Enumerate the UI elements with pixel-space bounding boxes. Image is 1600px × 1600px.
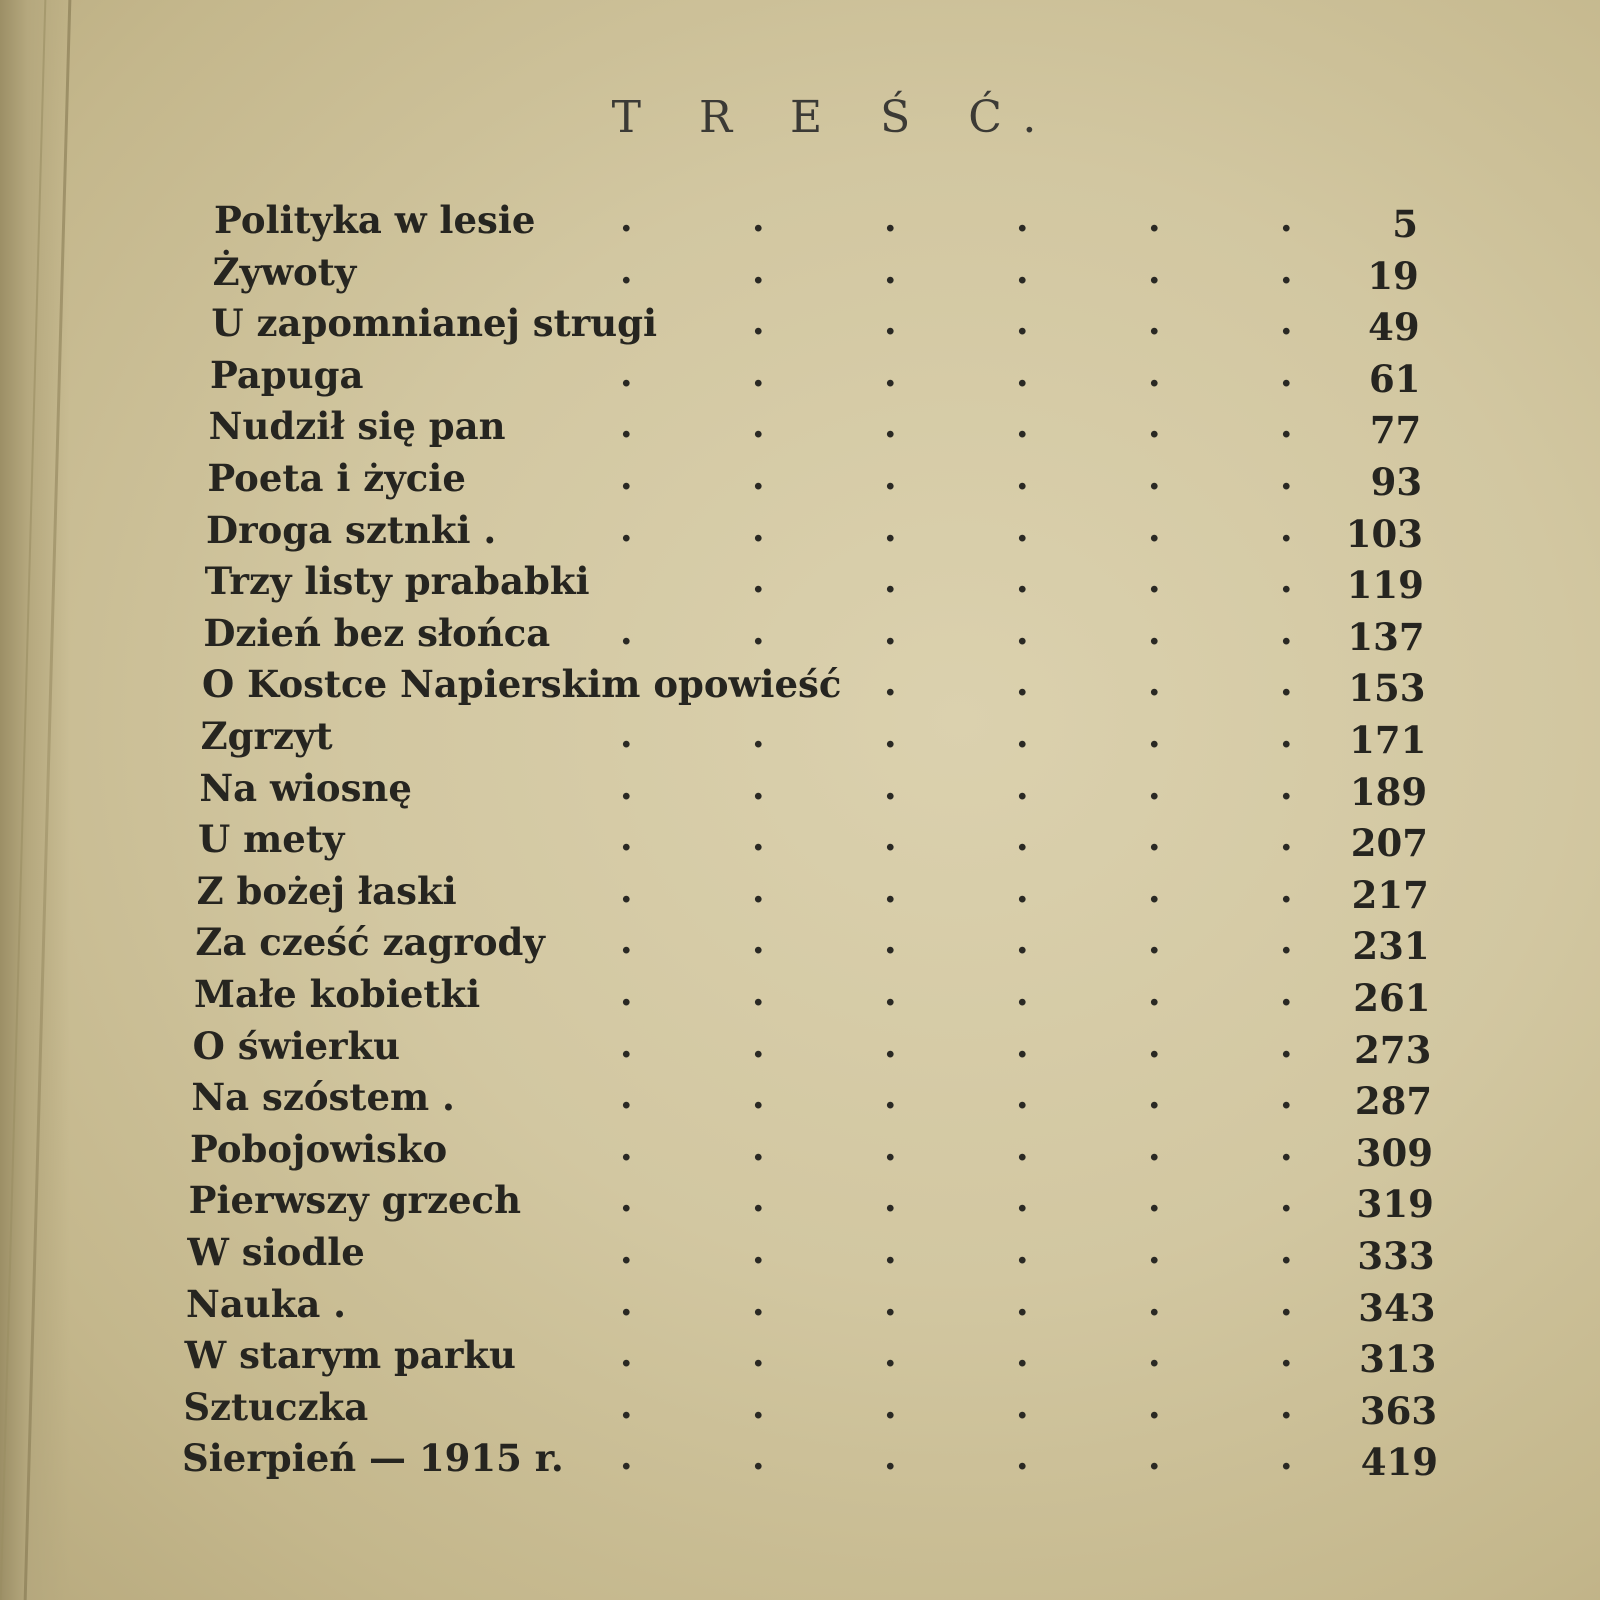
toc-page-number: 153 bbox=[1348, 666, 1426, 711]
toc-entry bbox=[202, 662, 1426, 714]
leader-dot: . bbox=[1147, 559, 1161, 602]
toc-entry-title: Dzień bez słońca bbox=[203, 610, 551, 655]
toc-entry bbox=[198, 817, 1428, 869]
toc-page-number: 309 bbox=[1355, 1130, 1433, 1175]
leader-dot: . bbox=[619, 249, 633, 292]
toc-entry bbox=[213, 250, 1419, 302]
toc-entry-title: Żywoty bbox=[212, 249, 357, 294]
leader-dot: . bbox=[883, 301, 897, 344]
leader-dot: . bbox=[1147, 1075, 1161, 1118]
toc-page-number: 49 bbox=[1368, 305, 1420, 350]
table-of-contents bbox=[0, 198, 1600, 1498]
leader-dot: . bbox=[1015, 714, 1029, 756]
toc-entry bbox=[189, 1178, 1434, 1230]
leader-dot: . bbox=[1015, 1333, 1029, 1376]
leader-dot: . bbox=[619, 404, 633, 447]
leader-dot: . bbox=[620, 1436, 633, 1479]
toc-entry-title: W siodle bbox=[187, 1230, 365, 1274]
leader-dot: . bbox=[884, 507, 897, 550]
leader-dot: . bbox=[1280, 352, 1293, 395]
leader-dot: . bbox=[751, 1384, 765, 1427]
leader-dot: . bbox=[1280, 817, 1293, 860]
leader-dot: . bbox=[1015, 1023, 1029, 1066]
leader-dot: . bbox=[752, 817, 765, 860]
leader-dot: . bbox=[1279, 456, 1293, 498]
leader-dot: . bbox=[1016, 507, 1029, 550]
toc-entry bbox=[187, 1230, 1434, 1282]
leader-dot: . bbox=[751, 714, 765, 756]
leader-dot: . bbox=[1147, 456, 1161, 498]
leader-dot: . bbox=[883, 404, 897, 447]
toc-entry bbox=[205, 559, 1424, 611]
leader-dot: . bbox=[884, 1436, 897, 1479]
leader-dot: . bbox=[883, 920, 897, 963]
leader-dot: . bbox=[1279, 1075, 1293, 1118]
leader-dot: . bbox=[1279, 559, 1293, 602]
leader-dot: . bbox=[883, 1023, 897, 1066]
toc-entry-title: Droga sztnki . bbox=[206, 507, 497, 552]
toc-entry-title: Poeta i życie bbox=[207, 456, 466, 500]
leader-dot: . bbox=[619, 610, 633, 653]
leader-dot: . bbox=[1148, 352, 1161, 395]
toc-page-number: 217 bbox=[1351, 872, 1429, 917]
leader-dot: . bbox=[751, 610, 765, 653]
leader-dot: . bbox=[620, 1126, 633, 1169]
leader-dot: . bbox=[1016, 817, 1029, 860]
toc-entry-title: Na wiosnę bbox=[199, 765, 412, 810]
leader-dot: . bbox=[1147, 249, 1161, 292]
leader-dot: . bbox=[620, 507, 633, 550]
leader-dot: . bbox=[751, 1230, 765, 1272]
toc-page-number: 5 bbox=[1392, 202, 1418, 246]
leader-dot: . bbox=[1015, 404, 1029, 447]
toc-entry-title: U zapomnianej strugi bbox=[211, 301, 658, 346]
leader-dot: . bbox=[1148, 972, 1161, 1014]
leader-dot: . bbox=[1279, 1178, 1293, 1221]
toc-page-number: 261 bbox=[1353, 976, 1431, 1020]
leader-dot: . bbox=[619, 714, 633, 756]
leader-dot: . bbox=[884, 352, 897, 395]
leader-dot: . bbox=[1015, 1230, 1029, 1272]
toc-page-number: 103 bbox=[1345, 511, 1423, 556]
toc-entry-title: Pobojowisko bbox=[190, 1126, 448, 1171]
toc-entry bbox=[182, 1436, 1438, 1488]
leader-dot: . bbox=[1016, 1281, 1029, 1324]
toc-entry bbox=[195, 920, 1429, 972]
leader-dot: . bbox=[883, 456, 897, 498]
leader-dot: . bbox=[883, 1230, 897, 1272]
leader-dot: . bbox=[1147, 868, 1161, 911]
leader-dot: . bbox=[1015, 301, 1029, 344]
leader-dot: . bbox=[1015, 559, 1029, 602]
leader-dot: . bbox=[1147, 920, 1161, 963]
toc-entry-title: O Kostce Napierskim opowieść bbox=[202, 662, 842, 707]
leader-dot: . bbox=[884, 817, 897, 860]
leader-dot: . bbox=[1015, 868, 1029, 911]
toc-entry-title: Polityka w lesie bbox=[214, 198, 536, 242]
leader-dot: . bbox=[1148, 198, 1161, 240]
leader-dot: . bbox=[1279, 765, 1293, 808]
toc-entry bbox=[209, 404, 1422, 456]
leader-dot: . bbox=[1279, 249, 1293, 292]
leader-dot: . bbox=[619, 920, 633, 963]
leader-dot: . bbox=[751, 920, 765, 963]
leader-dot: . bbox=[1015, 1075, 1029, 1118]
leader-dot: . bbox=[1280, 198, 1293, 240]
leader-dot: . bbox=[1147, 301, 1161, 344]
leader-dot: . bbox=[1016, 198, 1029, 240]
leader-dot: . bbox=[1148, 817, 1161, 860]
leader-dot: . bbox=[1147, 610, 1161, 653]
leader-dot: . bbox=[1280, 972, 1293, 1014]
leader-dot: . bbox=[1279, 301, 1293, 344]
leader-dot: . bbox=[751, 1333, 765, 1376]
leader-dot: . bbox=[1015, 1178, 1029, 1221]
leader-dot: . bbox=[751, 559, 765, 602]
toc-entry-title: Nudził się pan bbox=[208, 404, 506, 449]
contents-heading: T R E Ś Ć. bbox=[611, 92, 1059, 143]
leader-dot: . bbox=[883, 559, 897, 602]
leader-dot: . bbox=[619, 1023, 633, 1066]
toc-page-number: 137 bbox=[1347, 614, 1425, 659]
leader-dot: . bbox=[620, 1281, 633, 1324]
leader-dot: . bbox=[620, 817, 633, 860]
leader-dot: . bbox=[1015, 920, 1029, 963]
leader-dot: . bbox=[884, 1126, 897, 1169]
toc-entry-title: Za cześć zagrody bbox=[195, 920, 545, 965]
leader-dot: . bbox=[752, 507, 765, 550]
leader-dot: . bbox=[884, 198, 897, 240]
leader-dot: . bbox=[1147, 1230, 1161, 1272]
toc-page-number: 189 bbox=[1349, 769, 1428, 814]
leader-dot: . bbox=[1015, 456, 1029, 498]
leader-dot: . bbox=[1280, 1126, 1293, 1169]
toc-page-number: 207 bbox=[1350, 821, 1428, 866]
leader-dot: . bbox=[883, 249, 897, 292]
leader-dot: . bbox=[620, 972, 633, 1014]
toc-entry bbox=[186, 1282, 1436, 1334]
leader-dot: . bbox=[1016, 972, 1029, 1014]
leader-dot: . bbox=[884, 972, 897, 1014]
toc-entry-title: Trzy listy prababki bbox=[204, 559, 590, 604]
leader-dot: . bbox=[1280, 1436, 1293, 1479]
leader-dot: . bbox=[751, 765, 765, 808]
toc-page-number: 231 bbox=[1352, 924, 1430, 969]
leader-dot: . bbox=[619, 1075, 633, 1118]
toc-entry bbox=[197, 869, 1429, 921]
leader-dot: . bbox=[751, 301, 765, 344]
leader-dot: . bbox=[751, 249, 765, 292]
leader-dot: . bbox=[1280, 662, 1293, 705]
leader-dot: . bbox=[1015, 765, 1029, 808]
leader-dot: . bbox=[1147, 765, 1161, 808]
toc-page-number: 319 bbox=[1356, 1182, 1434, 1227]
leader-dot: . bbox=[1279, 1384, 1293, 1427]
leader-dot: . bbox=[883, 1384, 897, 1427]
leader-dot: . bbox=[883, 1333, 897, 1376]
leader-dot: . bbox=[1148, 1436, 1161, 1479]
toc-page-number: 287 bbox=[1354, 1079, 1433, 1124]
toc-page-number: 333 bbox=[1357, 1234, 1435, 1278]
leader-dot: . bbox=[1279, 1333, 1293, 1376]
toc-entry bbox=[214, 198, 1418, 250]
leader-dot: . bbox=[1279, 404, 1293, 447]
leader-dot: . bbox=[1279, 920, 1293, 963]
toc-entry bbox=[201, 714, 1427, 766]
leader-dot: . bbox=[1148, 1126, 1161, 1169]
leader-dot: . bbox=[1147, 1333, 1161, 1376]
leader-dot: . bbox=[1016, 1436, 1029, 1479]
toc-entry bbox=[185, 1333, 1437, 1385]
toc-page-number: 171 bbox=[1349, 718, 1427, 762]
toc-entry-title: Małe kobietki bbox=[194, 972, 481, 1016]
leader-dot: . bbox=[1147, 1023, 1161, 1066]
leader-dot: . bbox=[1147, 1178, 1161, 1221]
leader-dot: . bbox=[620, 352, 633, 395]
leader-dot: . bbox=[883, 1178, 897, 1221]
toc-page-number: 61 bbox=[1369, 356, 1421, 401]
leader-dot: . bbox=[752, 352, 765, 395]
toc-page-number: 93 bbox=[1370, 460, 1423, 504]
leader-dot: . bbox=[620, 198, 633, 240]
leader-dot: . bbox=[1279, 1230, 1293, 1272]
toc-entry-title: Z bożej łaski bbox=[196, 868, 457, 913]
toc-page-number: 77 bbox=[1369, 408, 1422, 453]
leader-dot: . bbox=[619, 868, 633, 911]
leader-dot: . bbox=[1148, 507, 1161, 550]
leader-dot: . bbox=[884, 662, 897, 705]
leader-dot: . bbox=[1147, 714, 1161, 756]
leader-dot: . bbox=[883, 868, 897, 911]
toc-entry-title: Zgrzyt bbox=[200, 714, 333, 758]
toc-entry bbox=[183, 1385, 1437, 1437]
toc-page-number: 363 bbox=[1359, 1388, 1438, 1433]
toc-entry bbox=[207, 456, 1422, 508]
leader-dot: . bbox=[619, 1384, 633, 1427]
toc-entry-title: Papuga bbox=[210, 352, 364, 397]
leader-dot: . bbox=[752, 1281, 765, 1324]
leader-dot: . bbox=[884, 1281, 897, 1324]
leader-dot: . bbox=[619, 456, 633, 498]
leader-dot: . bbox=[1015, 610, 1029, 653]
leader-dot: . bbox=[1015, 249, 1029, 292]
leader-dot: . bbox=[751, 1178, 765, 1221]
leader-dot: . bbox=[1279, 714, 1293, 756]
toc-page-number: 343 bbox=[1358, 1285, 1436, 1330]
leader-dot: . bbox=[619, 765, 633, 808]
toc-page-number: 19 bbox=[1367, 253, 1419, 298]
toc-entry bbox=[191, 1075, 1432, 1127]
toc-entry-title: Na szóstem . bbox=[191, 1075, 455, 1120]
toc-page-number: 119 bbox=[1346, 563, 1424, 608]
leader-dot: . bbox=[752, 198, 765, 240]
toc-page-number: 313 bbox=[1359, 1337, 1437, 1382]
leader-dot: . bbox=[751, 1023, 765, 1066]
leader-dot: . bbox=[1147, 1384, 1161, 1427]
leader-dot: . bbox=[1280, 507, 1293, 550]
toc-entry bbox=[193, 1024, 1432, 1076]
leader-dot: . bbox=[1016, 352, 1029, 395]
leader-dot: . bbox=[751, 404, 765, 447]
toc-entry bbox=[194, 972, 1431, 1024]
toc-page-number: 419 bbox=[1360, 1440, 1438, 1485]
leader-dot: . bbox=[1279, 610, 1293, 653]
toc-entry-title: O świerku bbox=[192, 1023, 401, 1068]
leader-dot: . bbox=[1279, 868, 1293, 911]
leader-dot: . bbox=[619, 1178, 633, 1221]
toc-entry-title: Sztuczka bbox=[183, 1384, 369, 1429]
leader-dot: . bbox=[1280, 1281, 1293, 1324]
leader-dot: . bbox=[1148, 1281, 1161, 1324]
leader-dot: . bbox=[752, 1126, 765, 1169]
toc-entry bbox=[203, 611, 1424, 663]
leader-dot: . bbox=[751, 868, 765, 911]
toc-entry-title: Pierwszy grzech bbox=[188, 1178, 521, 1223]
leader-dot: . bbox=[751, 456, 765, 498]
leader-dot: . bbox=[619, 1333, 633, 1376]
leader-dot: . bbox=[883, 610, 897, 653]
leader-dot: . bbox=[752, 972, 765, 1014]
toc-entry bbox=[190, 1127, 1433, 1179]
leader-dot: . bbox=[1016, 662, 1029, 705]
leader-dot: . bbox=[883, 1075, 897, 1118]
leader-dot: . bbox=[883, 714, 897, 756]
toc-entry-title: W starym parku bbox=[184, 1333, 516, 1378]
leader-dot: . bbox=[1279, 1023, 1293, 1066]
leader-dot: . bbox=[1148, 662, 1161, 705]
toc-entry bbox=[211, 301, 1419, 353]
toc-entry-title: Sierpień — 1915 r. bbox=[182, 1436, 564, 1481]
leader-dot: . bbox=[1016, 1126, 1029, 1169]
toc-entry-title: U mety bbox=[198, 817, 345, 862]
toc-entry bbox=[206, 508, 1423, 560]
toc-entry-title: Nauka . bbox=[186, 1281, 347, 1326]
toc-page-number: 273 bbox=[1354, 1027, 1432, 1072]
leader-dot: . bbox=[883, 765, 897, 808]
toc-entry bbox=[199, 766, 1427, 818]
leader-dot: . bbox=[752, 1436, 765, 1479]
leader-dot: . bbox=[1147, 404, 1161, 447]
leader-dot: . bbox=[1015, 1384, 1029, 1427]
leader-dot: . bbox=[751, 1075, 765, 1118]
leader-dot: . bbox=[619, 1230, 633, 1272]
toc-entry bbox=[210, 353, 1421, 405]
